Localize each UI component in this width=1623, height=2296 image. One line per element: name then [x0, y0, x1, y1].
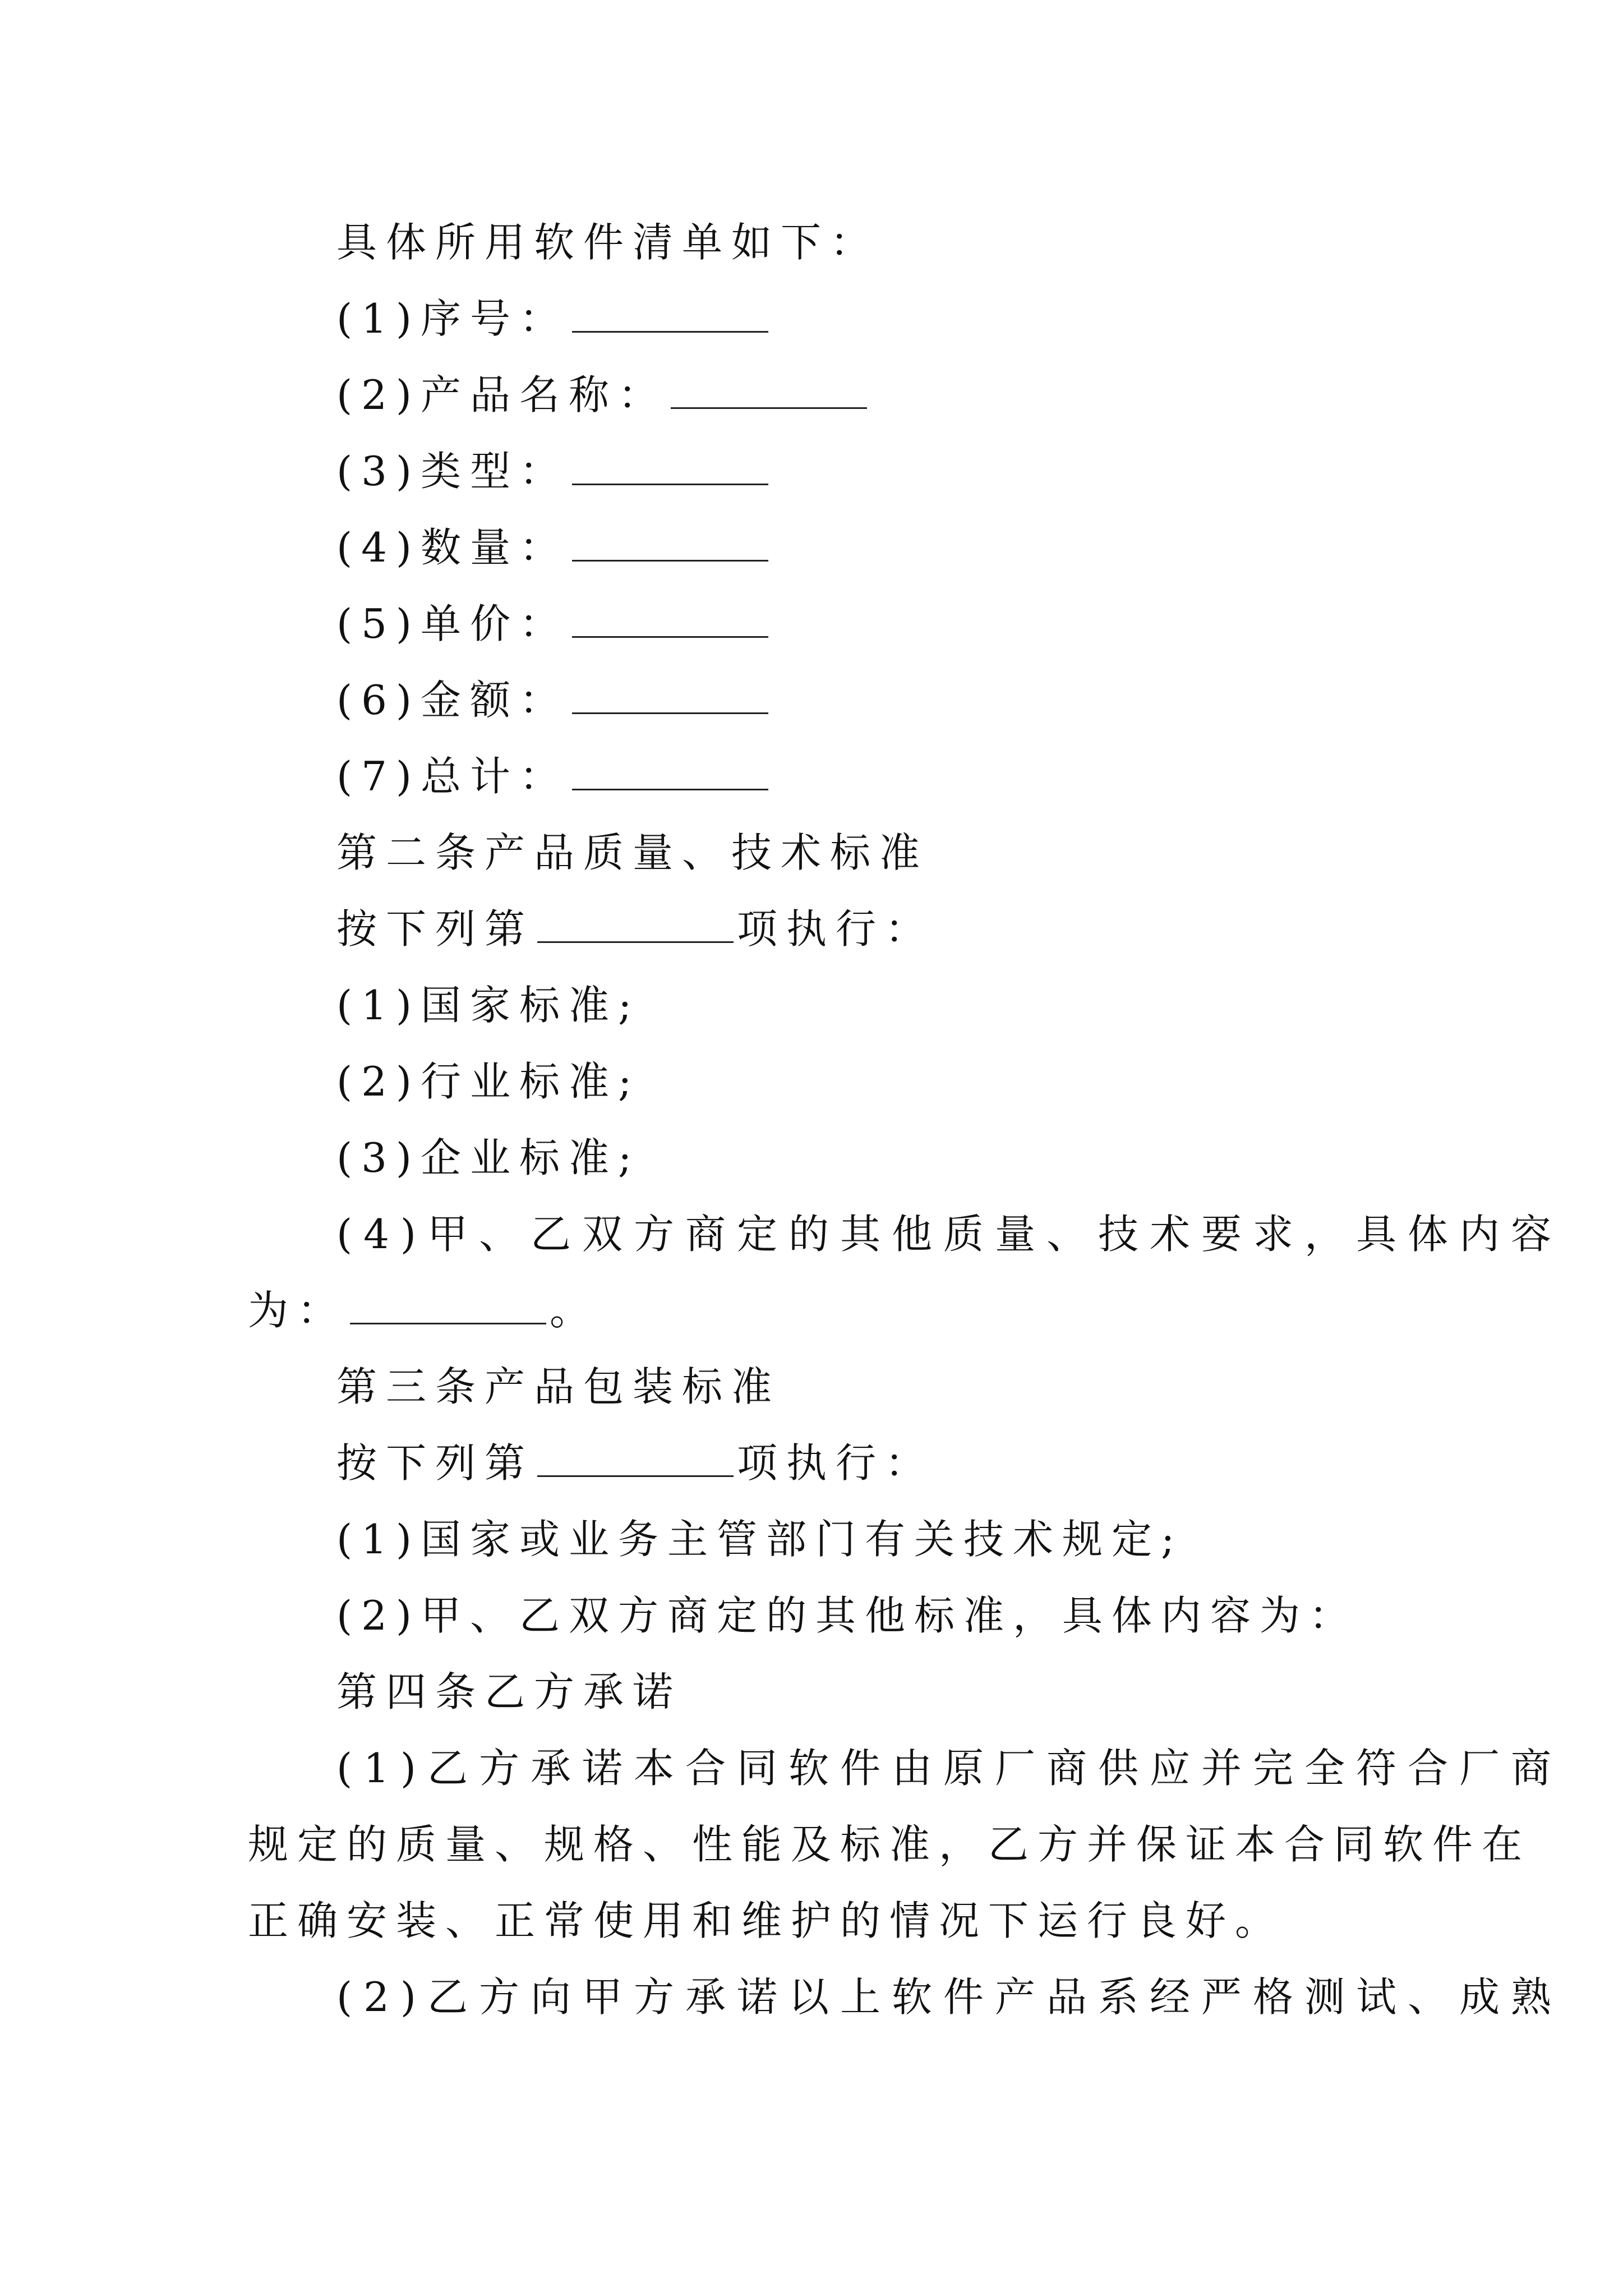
field-label: (2)产品名称： — [336, 371, 667, 418]
line-text: (1)国家标准; — [336, 982, 641, 1029]
line-text: 项执行： — [737, 1439, 935, 1487]
article-2-item-4 — [336, 1211, 1562, 1258]
line-text: 第三条产品包装标准 — [336, 1363, 781, 1410]
article-4-item-1 — [336, 1745, 1562, 1792]
line-text: (4)甲、乙双方商定的其他质量、技术要求，具体内容 — [336, 1211, 1562, 1258]
field-type — [336, 448, 772, 495]
line-text: (2)行业标准; — [336, 1058, 641, 1105]
article-2-heading — [336, 829, 929, 876]
line-text: (2)甲、乙双方商定的其他标准，具体内容为： — [336, 1592, 1358, 1639]
blank-line — [572, 528, 768, 562]
article-2-item-2 — [336, 1058, 641, 1105]
article-3-item-1 — [336, 1516, 1184, 1563]
article-3-heading — [336, 1363, 781, 1410]
field-amount — [336, 677, 772, 724]
article-4-heading — [336, 1668, 683, 1715]
article-4-item-1-cont-2 — [248, 1897, 1285, 1944]
blank-line — [671, 376, 867, 409]
blank-line — [572, 757, 768, 790]
blank-line — [572, 452, 768, 485]
line-text: (1)乙方承诺本合同软件由原厂商供应并完全符合厂商 — [336, 1745, 1562, 1792]
blank-line — [572, 300, 768, 333]
field-label: (1)序号： — [336, 295, 569, 342]
field-label: (6)金额： — [336, 677, 569, 724]
line-text: 正确安装、正常使用和维护的情况下运行良好。 — [248, 1897, 1285, 1944]
line-text: 按下列第 — [336, 905, 534, 953]
field-product-name — [336, 371, 870, 418]
field-serial-number — [336, 295, 772, 342]
article-2-execution — [336, 905, 935, 953]
article-2-item-3 — [336, 1134, 641, 1181]
line-text: (1)国家或业务主管部门有关技术规定; — [336, 1516, 1184, 1563]
line-text: 项执行： — [737, 905, 935, 953]
line-text: (3)企业标准; — [336, 1134, 641, 1181]
blank-line — [350, 1291, 546, 1324]
article-3-item-2 — [336, 1592, 1358, 1639]
field-label: (3)类型： — [336, 448, 569, 495]
line-text: 第二条产品质量、技术标准 — [336, 829, 929, 876]
article-2-item-4-cont — [248, 1287, 600, 1334]
article-3-execution — [336, 1439, 935, 1487]
field-label: (7)总计： — [336, 753, 569, 800]
blank-line — [537, 910, 734, 943]
blank-line — [572, 605, 768, 638]
article-2-item-1 — [336, 982, 641, 1029]
field-total — [336, 753, 772, 800]
line-text: 具体所用软件清单如下： — [336, 219, 880, 266]
article-4-item-2 — [336, 1973, 1562, 2021]
line-text: 。 — [550, 1287, 600, 1334]
blank-line — [537, 1444, 734, 1477]
field-unit-price — [336, 600, 772, 647]
field-label: (5)单价： — [336, 600, 569, 647]
line-text: 按下列第 — [336, 1439, 534, 1487]
blank-line — [572, 681, 768, 714]
field-label: (4)数量： — [336, 524, 569, 571]
line-text: 规定的质量、规格、性能及标准，乙方并保证本合同软件在 — [248, 1821, 1532, 1868]
line-text: 为： — [248, 1287, 347, 1334]
software-list-intro — [336, 219, 880, 266]
line-text: 第四条乙方承诺 — [336, 1668, 683, 1715]
field-quantity — [336, 524, 772, 571]
line-text: (2)乙方向甲方承诺以上软件产品系经严格测试、成熟 — [336, 1973, 1562, 2021]
article-4-item-1-cont-1 — [248, 1821, 1532, 1868]
